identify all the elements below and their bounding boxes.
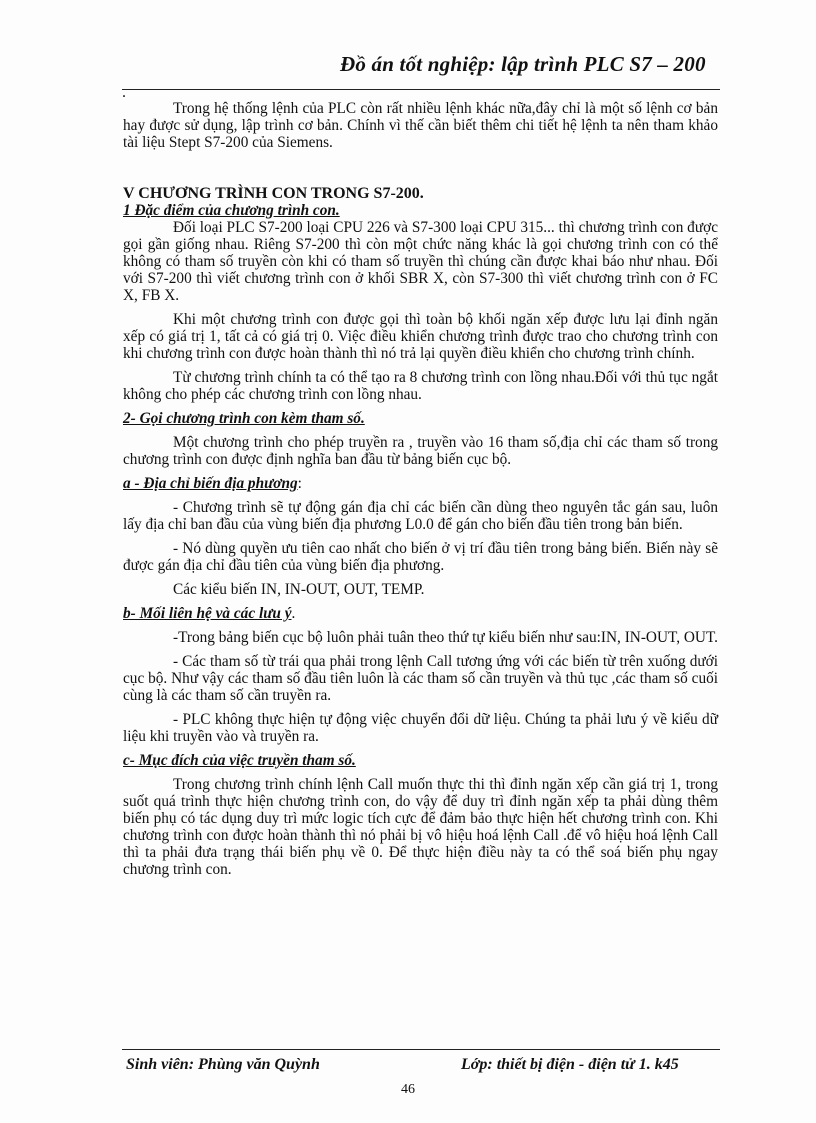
item-heading-a-text: a - Địa chỉ biến địa phương [123,475,298,492]
paragraph: Từ chương trình chính ta có thể tạo ra 8 chương trình con lồng nhau.Đối với thủ tục ngắt không cho phép các chương trình con lồng nhau. [123,369,718,403]
paragraph: Khi một chương trình con được gọi thì toàn bộ khối ngăn xếp được lưu lại đỉnh ngăn xếp có giá trị 1, tất cả có giá trị 0. Việc điều khiển chương trình được trao cho chương trình con khi chương trình con được hoàn thành thì nó trả lại quyền điều khiển cho chương trình chính. [123,311,718,362]
paragraph: Đối loại PLC S7-200 loại CPU 226 và S7-300 loại CPU 315... thì chương trình con được gọi gần giống nhau. Riêng S7-200 thì còn một chức năng khác là gọi chương trình con có thể không có tham số truyền còn khi có tham số truyền thì chúng cần được khai báo như nhau. Đối với S7-200 thì viết chương trình con ở khối SBR X, còn S7-300 thì viết chương trình con ở FC X, FB X. [123,219,718,304]
paragraph: -Trong bảng biến cục bộ luôn phải tuân theo thứ tự kiểu biến như sau:IN, IN-OUT, OUT. [173,629,719,646]
item-heading-a-suffix: : [297,475,302,492]
item-heading-b-text: b- Mối liên hệ và các lưu ý [123,605,292,622]
header-divider [122,89,720,90]
item-heading-b-suffix: . [291,605,296,622]
intro-paragraph: Trong hệ thống lệnh của PLC còn rất nhiều lệnh khác nữa,đây chỉ là một số lệnh cơ bản hay được sử dụng, lập trình cơ bản. Chính vì thế cần biết thêm chi tiết hệ lệnh ta nên tham khảo tài liệu Stept S7-200 của Siemens. [123,100,718,151]
item-heading-c: c- Mục đích của việc truyền tham số. [123,752,356,769]
header-dot: . [122,84,126,101]
paragraph: Các kiểu biến IN, IN-OUT, OUT, TEMP. [173,581,425,598]
paragraph: - Nó dùng quyền ưu tiên cao nhất cho biến ở vị trí đầu tiên trong bảng biến. Biến này sẽ được gán địa chỉ đầu tiên của vùng biến địa phương. [123,540,718,574]
section-heading: V CHƯƠNG TRÌNH CON TRONG S7-200. [123,185,424,202]
footer-divider [122,1049,720,1050]
paragraph: Một chương trình cho phép truyền ra , truyền vào 16 tham số,địa chỉ các tham số trong chương trình con được định nghĩa ban đầu từ bảng biến cục bộ. [123,434,718,468]
paragraph: - Chương trình sẽ tự động gán địa chỉ các biến cần dùng theo nguyên tắc gán sau, luôn lấy địa chỉ ban đầu của vùng biến địa phương L0.0 để gán cho biến đầu tiên trong bản biến. [123,499,718,533]
subsection-heading-2: 2- Gọi chương trình con kèm tham số. [123,410,365,427]
item-heading-a [123,475,718,492]
document-header-title: Đồ án tốt nghiệp: lập trình PLC S7 – 200 [340,52,706,76]
footer-class: Lớp: thiết bị điện - điện tử 1. k45 [461,1056,679,1073]
paragraph: Trong chương trình chính lệnh Call muốn thực thi thì đỉnh ngăn xếp cần giá trị 1, trong suốt quá trình thực hiện chương trình con, do vậy để duy trì đỉnh ngăn xếp ta phải dùng thêm biến phụ có tác dụng duy trì mức logic tích cực để đảm bảo thực hiện hết chương trình con. Khi chương trình con được hoàn thành thì nó phải bị vô hiệu hoá lệnh Call .để vô hiệu hoá lệnh Call thì ta phải đưa trạng thái biến phụ về 0. Để thực hiện điều này ta có thể soá biến phụ ngay chương trình con. [123,776,718,878]
paragraph: - Các tham số từ trái qua phải trong lệnh Call tương ứng với các biến từ trên xuống dưới cục bộ. Như vậy các tham số đầu tiên luôn là các tham số cần truyền và thủ tục ,các tham số cuối cùng là các tham số cần truyền ra. [123,653,718,704]
item-heading-b [123,605,718,622]
footer-student-name: Sinh viên: Phùng văn Quỳnh [126,1056,320,1073]
paragraph: - PLC không thực hiện tự động việc chuyển đổi dữ liệu. Chúng ta phải lưu ý về kiểu dữ liệu khi truyền vào và truyền ra. [123,711,718,745]
document-body [123,100,718,878]
subsection-heading-1: 1 Đặc điểm của chương trình con. [123,202,340,219]
page-number: 46 [401,1082,415,1097]
